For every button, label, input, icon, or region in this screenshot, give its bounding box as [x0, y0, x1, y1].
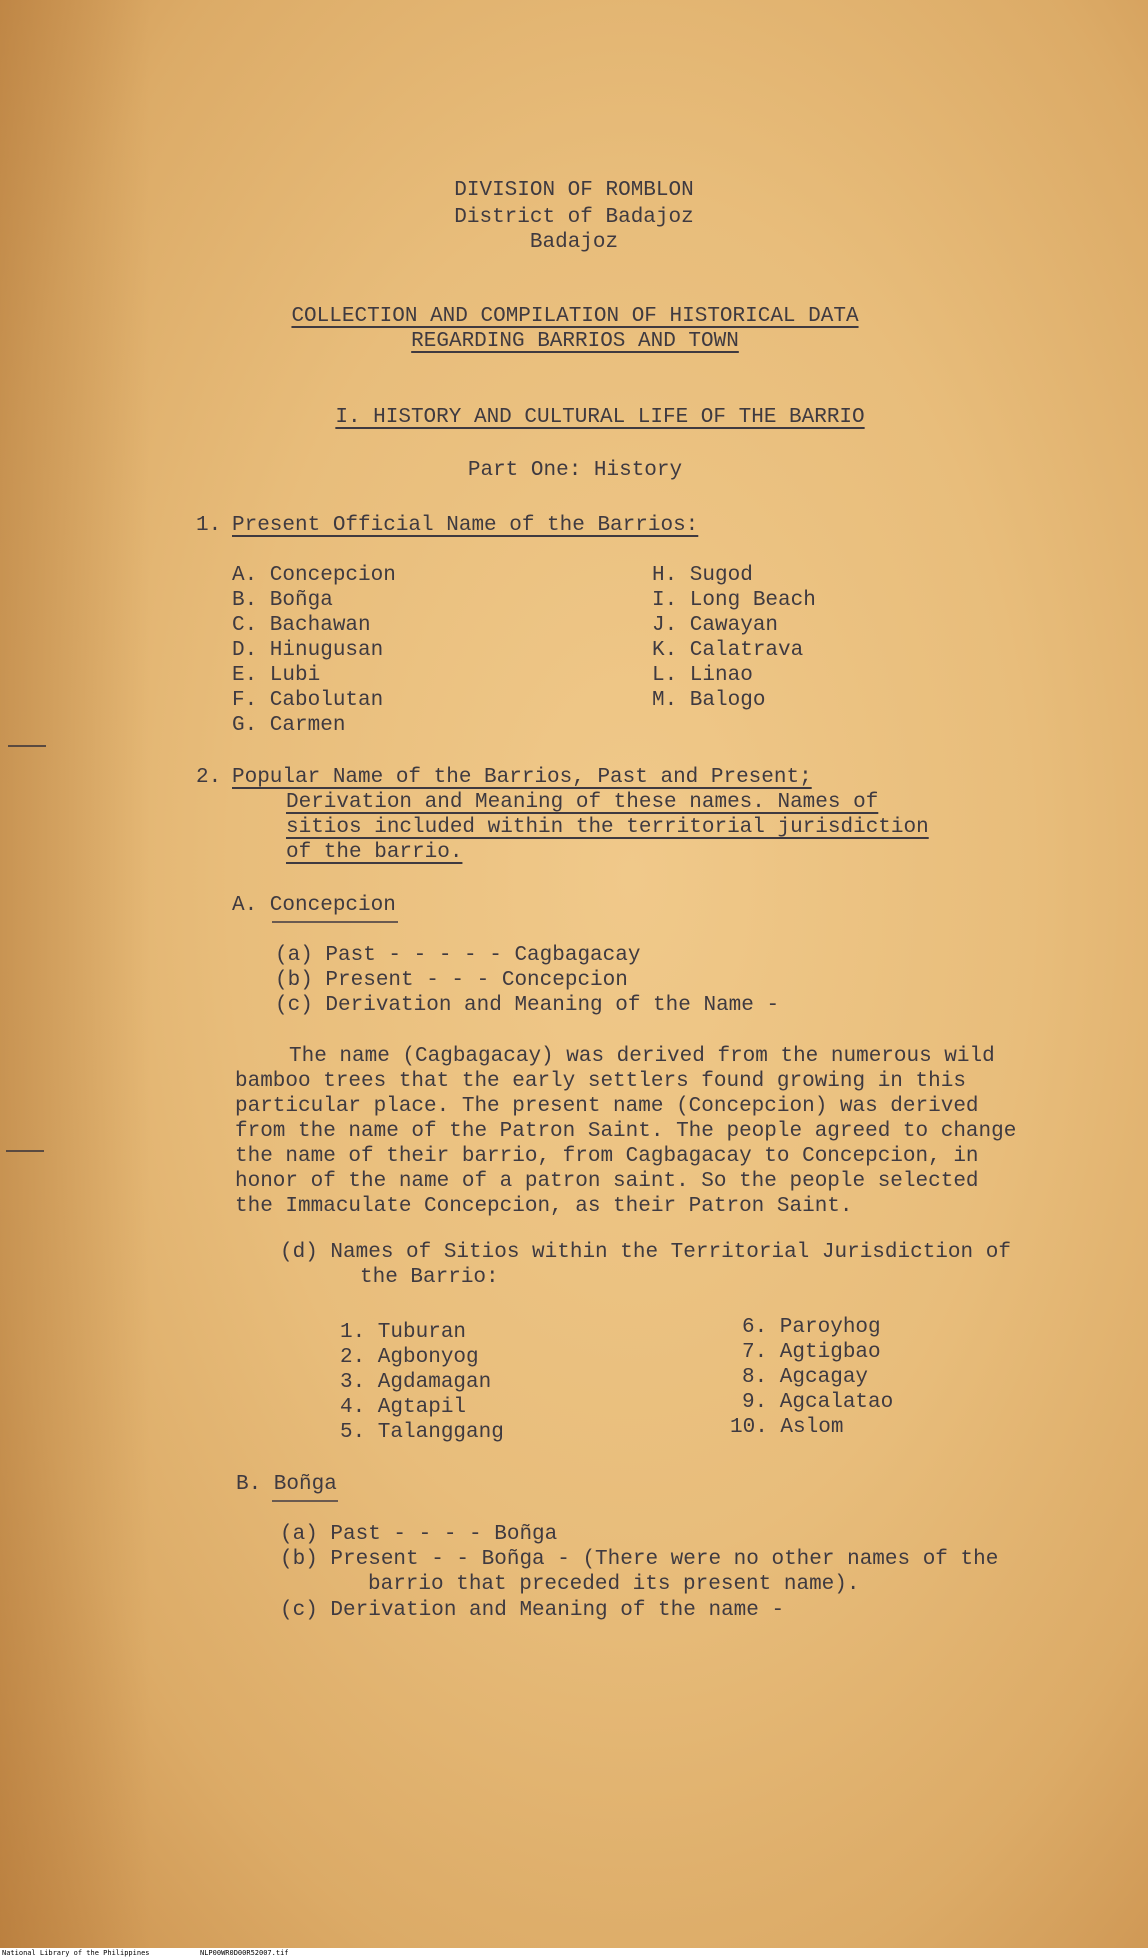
barrio-item: G. Carmen — [232, 714, 346, 737]
bonga-past: (a) Past - - - - Boñga — [280, 1523, 558, 1546]
scan-footer — [0, 1948, 1148, 1958]
sitio-item: 7. Agtigbao — [742, 1341, 881, 1364]
barrio-item: A. Concepcion — [232, 564, 396, 587]
item-1-heading: Present Official Name of the Barrios: — [232, 514, 699, 537]
item-2-heading-line: Popular Name of the Barrios, Past and Present; — [232, 766, 812, 789]
sitio-item: 5. Talanggang — [340, 1421, 504, 1444]
sitios-heading-line-1: (d) Names of Sitios within the Territorial Jurisdiction of — [280, 1241, 1011, 1264]
paragraph-line: the Immaculate Concepcion, as their Patron Saint. — [235, 1195, 853, 1218]
paragraph-line: The name (Cagbagacay) was derived from the numerous wild — [289, 1045, 995, 1068]
footer-filename: NLP00WR0D00R52007.tif — [200, 1949, 289, 1957]
concepcion-paragraph — [235, 1044, 1055, 1219]
town-line: Badajoz — [529, 231, 619, 254]
footer-source: National Library of the Philippines — [2, 1949, 150, 1957]
concepcion-present: (b) Present - - - Concepcion — [275, 969, 628, 992]
barrio-item: D. Hinugusan — [232, 639, 384, 662]
sitio-item: 1. Tuburan — [340, 1321, 467, 1344]
barrio-item: H. Sugod — [652, 564, 753, 587]
bonga-derivation: (c) Derivation and Meaning of the name - — [280, 1599, 785, 1622]
sitio-item: 2. Agbonyog — [340, 1346, 479, 1369]
concepcion-underline — [272, 921, 398, 923]
section-heading: I. HISTORY AND CULTURAL LIFE OF THE BARRIO — [335, 406, 865, 429]
barrio-item: C. Bachawan — [232, 614, 371, 637]
bonga-underline — [272, 1500, 338, 1502]
paragraph-line: from the name of the Patron Saint. The people agreed to change — [235, 1120, 1017, 1143]
paragraph-line: honor of the name of a patron saint. So the people selected — [235, 1170, 979, 1193]
title-line-1: COLLECTION AND COMPILATION OF HISTORICAL DATA — [291, 305, 859, 328]
paragraph-line: the name of their barrio, from Cagbagacay to Concepcion, in — [235, 1145, 979, 1168]
concepcion-derivation: (c) Derivation and Meaning of the Name - — [275, 994, 780, 1017]
item-2-heading-line: of the barrio. — [286, 841, 463, 864]
margin-mark — [6, 1150, 44, 1152]
bonga-heading: B. Boñga — [236, 1473, 337, 1496]
concepcion-past: (a) Past - - - - - Cagbagacay — [275, 944, 641, 967]
barrio-item: F. Cabolutan — [232, 689, 384, 712]
barrio-item: E. Lubi — [232, 664, 321, 687]
sitio-item: 10. Aslom — [730, 1416, 844, 1439]
sitio-item: 6. Paroyhog — [742, 1316, 881, 1339]
bonga-present-line-2: barrio that preceded its present name). — [368, 1573, 860, 1596]
sitios-heading-line-2: the Barrio: — [360, 1266, 499, 1289]
item-2-heading-line: Derivation and Meaning of these names. Names of — [286, 791, 879, 814]
barrio-item: K. Calatrava — [652, 639, 804, 662]
sitio-item: 4. Agtapil — [340, 1396, 467, 1419]
barrio-item: B. Boñga — [232, 589, 333, 612]
item-2-heading-line: sitios included within the territorial jurisdiction — [286, 816, 929, 839]
barrio-item: L. Linao — [652, 664, 753, 687]
paragraph-line: bamboo trees that the early settlers found growing in this — [235, 1070, 966, 1093]
district-line: District of Badajoz — [454, 206, 694, 229]
sitio-item: 3. Agdamagan — [340, 1371, 492, 1394]
item-2-number: 2. — [196, 766, 222, 789]
sitio-item: 8. Agcagay — [742, 1366, 869, 1389]
concepcion-heading: A. Concepcion — [232, 894, 396, 917]
barrio-item: J. Cawayan — [652, 614, 779, 637]
barrio-item: I. Long Beach — [652, 589, 816, 612]
division-heading: DIVISION OF ROMBLON — [454, 179, 694, 202]
item-1-number: 1. — [196, 514, 222, 537]
paragraph-line: particular place. The present name (Concepcion) was derived — [235, 1095, 979, 1118]
margin-mark — [8, 745, 46, 747]
title-line-2: REGARDING BARRIOS AND TOWN — [411, 330, 739, 353]
part-heading: Part One: History — [467, 459, 683, 482]
sitio-item: 9. Agcalatao — [742, 1391, 894, 1414]
barrio-item: M. Balogo — [652, 689, 766, 712]
bonga-present-line-1: (b) Present - - Boñga - (There were no other names of the — [280, 1548, 999, 1571]
